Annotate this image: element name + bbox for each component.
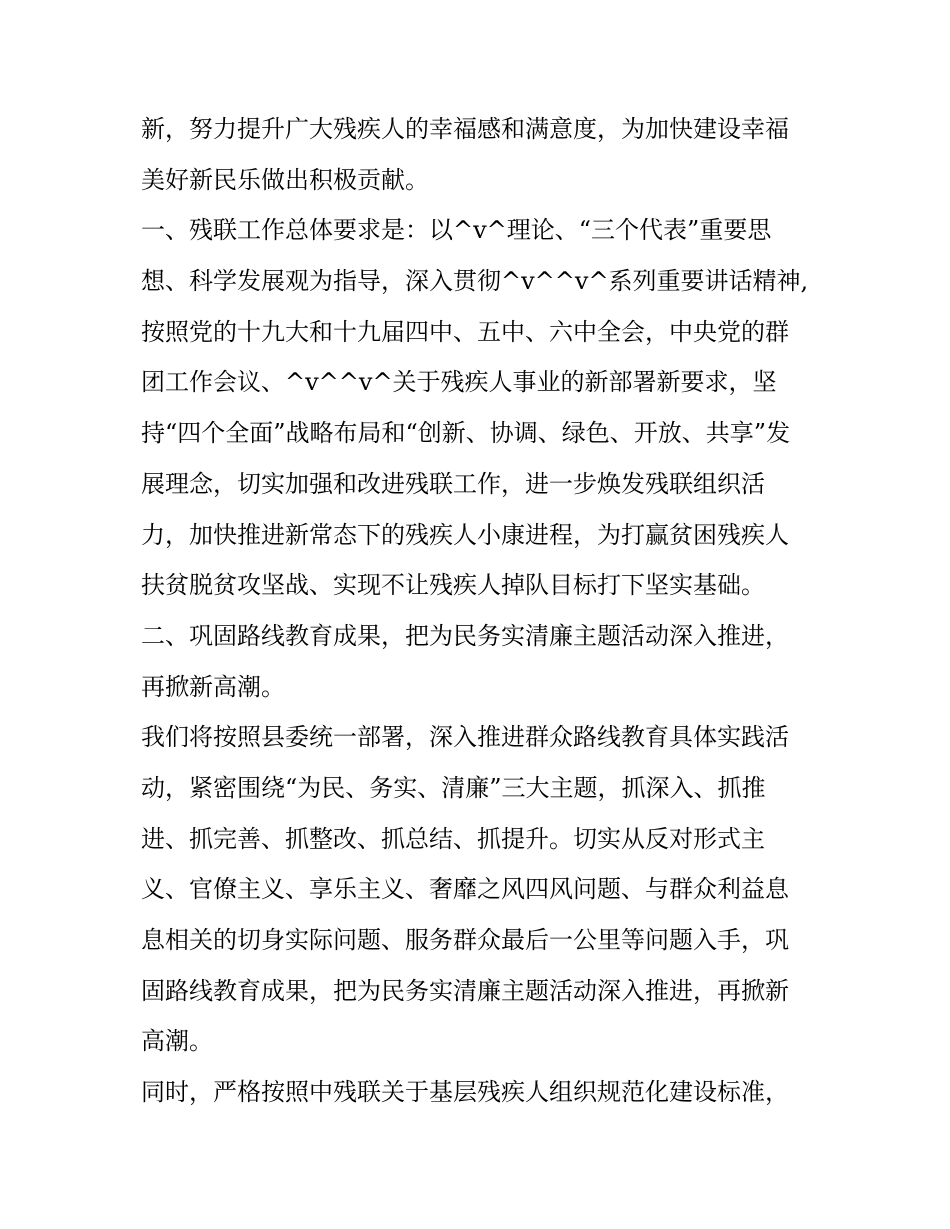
text-line: 美好新民乐做出积极贡献。 [141,165,429,194]
section-heading-line: 一、残联工作总体要求是：以^v^理论、“三个代表”重要思 [141,216,772,245]
text-line: 按照党的十九大和十九届四中、五中、六中全会，中央党的群 [141,317,789,346]
text-line: 扶贫脱贫攻坚战、实现不让残疾人掉队目标打下坚实基础。 [141,571,765,600]
text-line: 持“四个全面”战略布局和“创新、协调、绿色、开放、共享”发 [141,419,791,448]
text-line: 再掀新高潮。 [141,672,285,701]
text-line: 展理念，切实加强和改进残联工作，进一步焕发残联组织活 [141,469,765,498]
text-line: 义、官僚主义、享乐主义、奢靡之风四风问题、与群众利益息 [141,875,789,904]
document-body [141,104,821,1118]
section-heading-line: 二、巩固路线教育成果，把为民务实清廉主题活动深入推进， [141,621,789,650]
text-line: 想、科学发展观为指导，深入贯彻^v^^v^系列重要讲话精神, [141,267,809,296]
text-line: 息相关的切身实际问题、服务群众最后一公里等问题入手，巩 [141,926,789,954]
text-line: 高潮。 [141,1027,213,1056]
text-line: 固路线教育成果，把为民务实清廉主题活动深入推进，再掀新 [141,976,789,1005]
text-line: 新，努力提升广大残疾人的幸福感和满意度，为加快建设幸福 [141,115,789,143]
text-line: 团工作会议、^v^^v^关于残疾人事业的新部署新要求，坚 [141,368,777,397]
text-line: 进、抓完善、抓整改、抓总结、抓提升。切实从反对形式主 [141,824,765,853]
text-line: 同时，严格按照中残联关于基层残疾人组织规范化建设标准， [141,1078,789,1107]
text-line: 我们将按照县委统一部署，深入推进群众路线教育具体实践活 [141,723,789,752]
text-line: 动，紧密围绕“为民、务实、清廉”三大主题，抓深入、抓推 [141,773,766,802]
text-line: 力，加快推进新常态下的残疾人小康进程，为打赢贫困残疾人 [141,520,789,549]
